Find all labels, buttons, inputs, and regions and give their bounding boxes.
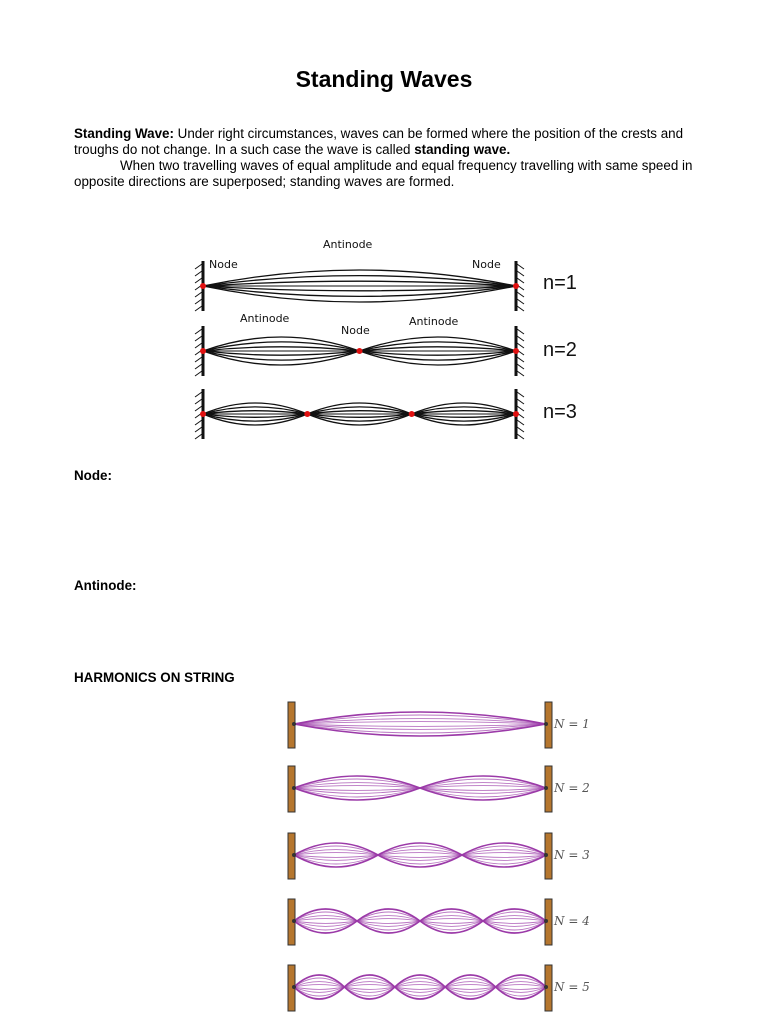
wall-hatch: [195, 292, 202, 297]
wall-hatch: [517, 292, 524, 297]
wall-hatch: [517, 278, 524, 283]
harmonic-string: [294, 776, 546, 800]
string-end: [292, 786, 296, 790]
label-n3: n=3: [543, 401, 577, 423]
wall-hatch: [517, 264, 524, 269]
wall-hatch: [517, 371, 524, 376]
wall-hatch: [195, 420, 202, 425]
wall-hatch: [195, 264, 202, 269]
wall-hatch: [517, 392, 524, 397]
harmonic-string: [294, 722, 546, 724]
standing-wave-definition: [74, 126, 704, 158]
harmonic-string: [294, 846, 546, 864]
node-dot: [513, 411, 519, 417]
wall-hatch: [195, 299, 202, 304]
standing-wave-strings: [195, 261, 524, 439]
node-dot: [200, 283, 206, 289]
superposition-text: When two travelling waves of equal amplitude and equal frequency travelling with same speed in opposite directions are superposed; standing waves are formed.: [74, 158, 693, 189]
wall-hatch: [195, 306, 202, 311]
antinode-heading: Antinode:: [74, 578, 137, 593]
definition-bold-term: standing wave.: [414, 142, 511, 157]
harmonic-string: [294, 712, 546, 724]
page-title: Standing Waves: [295, 66, 473, 92]
harmonic-string: [294, 843, 546, 867]
wall-hatch: [195, 336, 202, 341]
wall-hatch: [195, 343, 202, 348]
label-node-middle: Node: [341, 324, 370, 337]
string-end: [292, 722, 296, 726]
harmonics-heading: HARMONICS ON STRING: [74, 670, 235, 685]
wall-hatch: [195, 427, 202, 432]
wall-hatch: [517, 364, 524, 369]
label-node-left: Node: [209, 258, 238, 271]
wall-hatch: [195, 271, 202, 276]
node-dot: [200, 348, 206, 354]
wall-hatch: [195, 406, 202, 411]
harmonic-string: [294, 850, 546, 861]
wall-hatch: [517, 336, 524, 341]
wall-hatch: [195, 357, 202, 362]
wall-hatch: [517, 427, 524, 432]
wall-hatch: [195, 399, 202, 404]
string-end: [544, 919, 548, 923]
string-end: [292, 853, 296, 857]
superposition-paragraph: [74, 158, 704, 190]
harmonic-string: [294, 850, 546, 861]
node-heading: Node:: [74, 468, 112, 483]
string-end: [544, 786, 548, 790]
wave-string: [203, 281, 516, 286]
string-end: [544, 722, 548, 726]
harmonics-diagram: [280, 696, 610, 1016]
wave-string: [203, 286, 516, 291]
label-antinode-top: Antinode: [323, 238, 373, 251]
harmonic-string: [294, 843, 546, 867]
wall-hatch: [517, 357, 524, 362]
node-dot: [304, 411, 310, 417]
label-n2: n=2: [543, 339, 577, 361]
label-node-right: Node: [472, 258, 501, 271]
wall-hatch: [195, 392, 202, 397]
harmonic-string: [294, 846, 546, 864]
wall-hatch: [517, 329, 524, 334]
wall-hatch: [517, 406, 524, 411]
wall-hatch: [195, 434, 202, 439]
wall-hatch: [517, 271, 524, 276]
label-N4: N = 4: [554, 914, 590, 928]
wall-hatch: [517, 343, 524, 348]
wall-hatch: [195, 329, 202, 334]
label-antinode-right: Antinode: [409, 315, 459, 328]
node-dot: [357, 348, 363, 354]
string-end: [544, 853, 548, 857]
definition-text: Under right circumstances, waves can be formed where the position of the crests and troughs do not change. In a such case the wave is called: [74, 126, 684, 157]
wall-hatch: [517, 399, 524, 404]
string-end: [544, 985, 548, 989]
label-n1: n=1: [543, 272, 577, 294]
label-N1: N = 1: [554, 717, 590, 731]
label-antinode-left: Antinode: [240, 312, 290, 325]
string-end: [292, 985, 296, 989]
wall-hatch: [195, 278, 202, 283]
definition-term: Standing Wave:: [74, 126, 174, 141]
label-N2: N = 2: [554, 781, 590, 795]
harmonic-string: [294, 724, 546, 736]
label-N5: N = 5: [554, 980, 590, 994]
label-N3: N = 3: [554, 848, 590, 862]
harmonic-string: [294, 853, 546, 858]
wall-hatch: [195, 364, 202, 369]
harmonic-string: [294, 724, 546, 726]
node-dot: [200, 411, 206, 417]
wall-hatch: [195, 371, 202, 376]
standing-wave-diagram: [178, 232, 598, 447]
harmonic-string: [294, 853, 546, 858]
harmonics-strings: [288, 702, 552, 1011]
node-dot: [513, 283, 519, 289]
wall-hatch: [517, 299, 524, 304]
wall-hatch: [517, 306, 524, 311]
node-dot: [513, 348, 519, 354]
wall-hatch: [517, 434, 524, 439]
node-dot: [409, 411, 415, 417]
string-end: [292, 919, 296, 923]
wall-hatch: [517, 420, 524, 425]
